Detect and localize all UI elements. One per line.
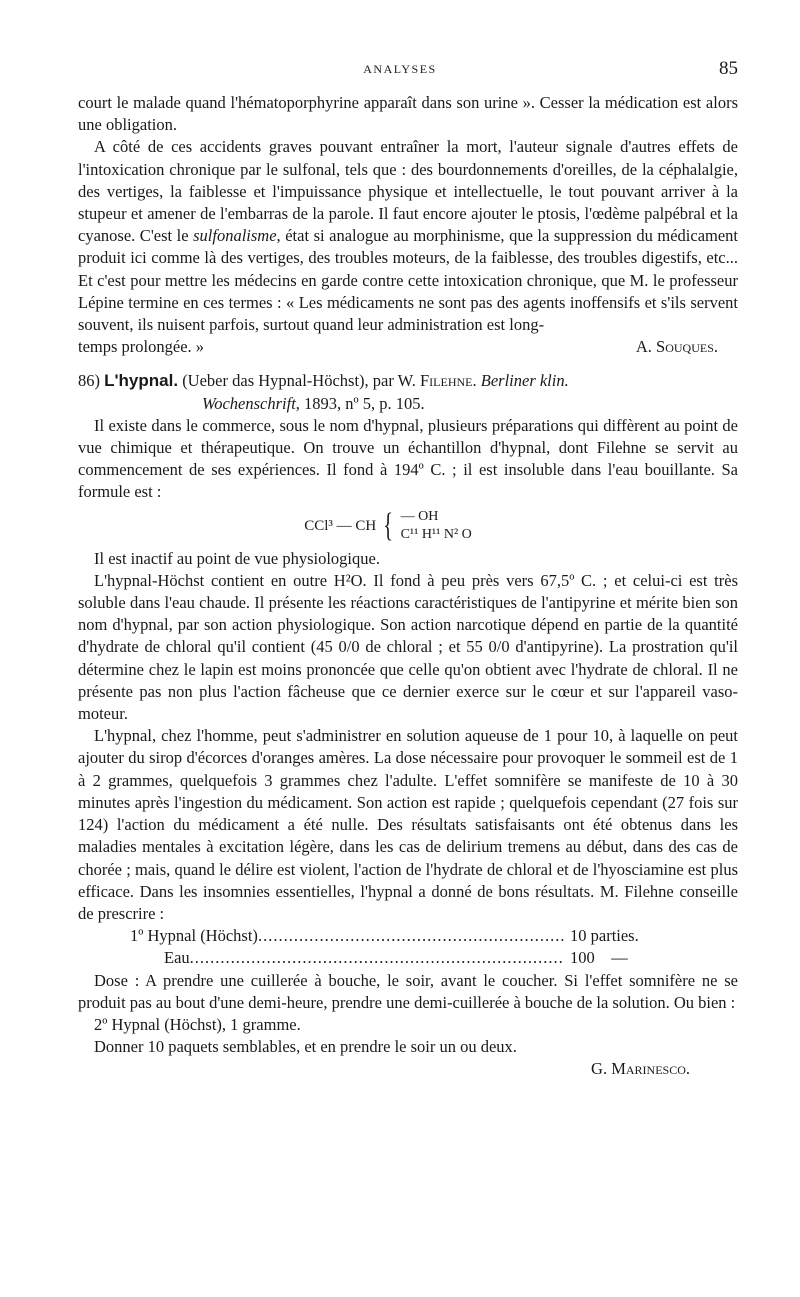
paragraph: L'hypnal, chez l'homme, peut s'administrer en solution aqueuse de 1 pour 10, à laquelle on peut ajouter du sirop d'écorces d'oranges amères. La dose nécessaire pour provoquer le sommeil est de 1 à 2 grammes, quelquefois 3 grammes chez l'adulte. L'effet somnifère se manifeste de 10 à 30 minutes après l'ingestion du médicament. Son action est rapide ; quelquefois cependant (27 fois sur 124) l'action du médicament a été nulle. Des résultats satisfaisants ont été obtenus dans les maladies mentales à excitation légère, dans les cas de delirium tremens au début, dans des cas de chorée ; mais, quand le délire est violent, l'action de l'hydrate de chloral et de l'hyosciamine est plus efficace. Dans les insomnies essentielles, l'hypnal a donné de bons résultats. M. Filehne conseille de prescrire : — [78, 726, 738, 923]
recipe-line — [78, 947, 690, 969]
article-ref-line-1: 86) L'hypnal. (Ueber das Hypnal-Höchst), par W. Filehne. Berliner klin. — [78, 371, 569, 391]
paragraph: 2º Hypnal (Höchst), 1 gramme. — [94, 1014, 301, 1034]
journal-name: Berliner klin. — [480, 371, 569, 391]
chemical-formula — [38, 504, 738, 548]
article-ref: (Ueber das Hypnal-Höchst), par W. — [182, 371, 416, 391]
paragraph: L'hypnal-Höchst contient en outre H²O. Il fond à peu près vers 67,5º C. ; et celui-ci est très soluble dans l'eau chaude. Il présente les réactions caractéristiques de l'antipyrine et mérite bien son nom d'hypnal, par son action physiologique. Son action narcotique dépend en partie de la quantité d'hydrate de chloral qu'il contient (45 0/0 de chloral ; et 55 0/0 d'antipyrine). La prostration qu'il détermine chez le lapin est moins prononcée que celle qu'on obtient avec l'hydrate de chloral. Il ne présente pas non plus l'action fâcheuse que ce dernier exerce sur le cœur et sur l'appareil vaso-moteur. — [78, 570, 738, 724]
article-author: Filehne — [420, 371, 473, 391]
running-title: ANALYSES — [363, 62, 437, 76]
paragraph: Donner 10 paquets semblables, et en prendre le soir un ou deux. — [94, 1037, 517, 1057]
recipe-label: 1º Hypnal (Höchst) — [130, 926, 258, 946]
running-head — [0, 60, 800, 80]
paragraph: Dose : A prendre une cuillerée à bouche, le soir, avant le coucher. Si l'effet somnifère ne se produit pas au bout d'une demi-heure, prendre une demi-cuillerée à bouche de la solution. Ou bien : — [78, 970, 738, 1012]
paragraph-text: , état si analogue au morphinisme, que la suppression du médicament produit ici comme là des vertiges, des troubles moteurs, de la faiblesse, des troubles digestifs, etc... Et c'est pour mettre les médecins en garde contre cette intoxication chronique, que M. le professeur Lépine termine en ces termes : « Les médicaments ne sont pas des agents inoffensifs et s'ils servent souvent, ils nuisent parfois, surtout quand leur administration est long- — [78, 226, 739, 335]
leader-dots — [190, 947, 564, 969]
paragraph-end: temps prolongée. » — [78, 337, 205, 357]
page-number: 85 — [719, 58, 738, 79]
formula-bottom: C¹¹ H¹¹ N² O — [400, 526, 472, 542]
article-heading — [78, 370, 738, 414]
formula-left: CCl³ — CH — [304, 517, 377, 534]
brace-glyph: { — [383, 506, 394, 544]
recipe-qty: 100 — — [570, 948, 628, 968]
italic-term: sulfonalisme — [193, 226, 277, 246]
paragraph: Il existe dans le commerce, sous le nom d'hypnal, plusieurs préparations qui diffèrent au point de vue chimique et thérapeutique. On trouve un échantillon d'hypnal, dont Filehne se servit au commencement de ses expériences. Il fond à 194º C. ; il est insoluble dans l'eau bouillante. Sa formule est : — [78, 415, 738, 502]
paragraph — [78, 136, 738, 336]
article-title: L'hypnal. — [104, 371, 179, 391]
recipe-line — [78, 925, 690, 947]
recipe-qty: 10 parties. — [570, 926, 639, 946]
author-signature: A. Souques. — [635, 337, 718, 357]
article-ref-line-2 — [78, 393, 738, 415]
paragraph-text: A côté de ces accidents graves pouvant entraîner la mort, l'auteur signale d'autres effets de l'intoxication chronique par le sulfonal, tels que : des bourdonnements d'oreilles, de la céphalalgie, des vertiges, la faiblesse et l'impuissance physique et intellectuelle, le tout pouvant arriver à la stupeur et amener de l'embarras de la parole. Il faut encore ajouter le ptosis, l'œdème palpébral et la cyanose. C'est le — [78, 137, 738, 246]
author-signature: G. Marinesco. — [591, 1059, 690, 1079]
article-ref-details: , 1893, nº 5, p. 105. — [295, 393, 425, 413]
recipe-label: Eau — [164, 948, 190, 968]
paragraph: court le malade quand l'hématoporphyrine apparaît dans son urine ». Cesser la médication est alors une obligation. — [78, 93, 738, 135]
formula-branches — [401, 508, 472, 544]
article-number: 86) — [78, 371, 100, 391]
formula-top: — OH — [400, 508, 439, 524]
journal-name-cont: Wochenschrift — [202, 393, 296, 413]
body-text — [78, 92, 738, 1081]
leader-dots — [258, 925, 564, 947]
paragraph: Il est inactif au point de vue physiologique. — [94, 548, 380, 568]
closing-line — [78, 336, 738, 358]
